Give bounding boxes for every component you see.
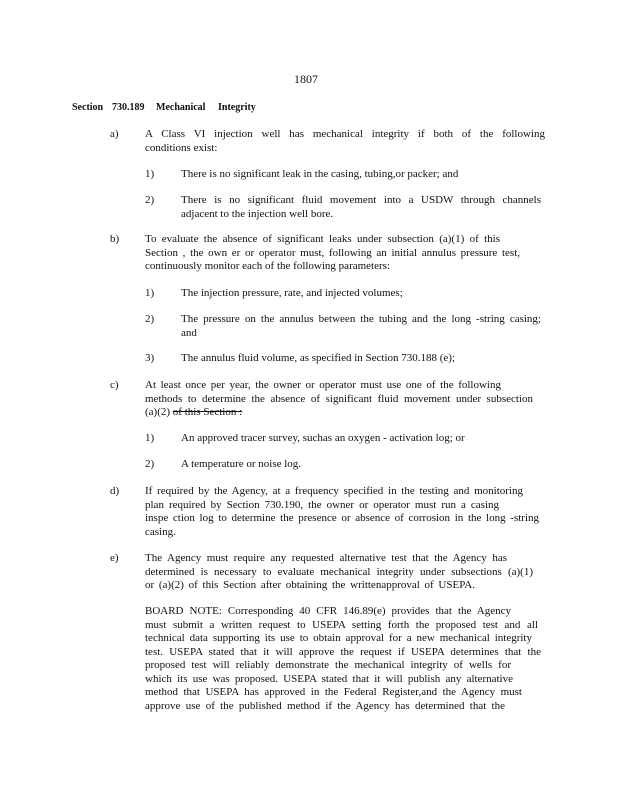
item-a1-text	[181, 168, 489, 182]
item-c-marker: c)	[110, 379, 119, 391]
item-e-text	[145, 552, 533, 593]
item-b3-text	[181, 352, 479, 366]
text-line: proposed test will reliably demonstrate the mechanical integrity of wells for	[145, 659, 511, 671]
text-line: conditions exist:	[145, 141, 218, 154]
text-line: The annulus fluid volume, as specified in Section 730.188 (e);	[181, 352, 456, 364]
section-number: 730.189	[112, 102, 145, 113]
text-line: inspe ction log to determine the presence or absence of corrosion in the long -string	[145, 512, 539, 524]
item-a-text	[145, 128, 545, 155]
item-b1-marker: 1)	[145, 287, 155, 299]
text-line: casing.	[145, 525, 176, 538]
item-e-marker: e)	[110, 552, 119, 564]
text-line: or (a)(2) of this Section after obtaining the writtenapproval of USEPA.	[145, 579, 475, 591]
text-line: technical data supporting its use to obtain approval for a new mechanical integrity	[145, 632, 532, 644]
text-line: To evaluate the absence of significant leaks under subsection (a)(1) of this	[145, 233, 500, 245]
item-a-marker: a)	[110, 128, 119, 140]
item-a1-marker: 1)	[145, 168, 155, 180]
item-b-marker: b)	[110, 233, 120, 245]
item-c1-marker: 1)	[145, 432, 155, 444]
text-line: continuously monitor each of the following parameters:	[145, 260, 390, 272]
item-b2-marker: 2)	[145, 313, 155, 325]
text-line: The pressure on the annulus between the tubing and the long -string casing;	[181, 313, 541, 325]
text-line: must submit a written request to USEPA setting forth the proposed test and all	[145, 618, 538, 631]
text-line: If required by the Agency, at a frequency specified in the testing and monitoring	[145, 485, 523, 497]
item-b3-marker: 3)	[145, 352, 155, 364]
board-note	[145, 605, 541, 713]
text-line: A Class VI injection well has mechanical integrity if both of the following	[145, 128, 545, 140]
item-c1-text	[181, 432, 487, 446]
text-line: and	[181, 326, 197, 339]
text-line: A temperature or noise log.	[181, 458, 302, 470]
text-line: method that USEPA has approved in the Federal Register,and the Agency must	[145, 686, 522, 698]
struck-text: of this Section :	[172, 406, 243, 418]
text-line: The injection pressure, rate, and injected volumes;	[181, 287, 403, 299]
section-heading	[72, 102, 256, 113]
text-line: At least once per year, the owner or operator must use one of the following	[145, 379, 501, 391]
text-line: determined is necessary to evaluate mechanical integrity under subsections (a)(1)	[145, 565, 533, 578]
item-c2-text	[181, 458, 311, 472]
subsection-reference: (a)(2)	[145, 406, 171, 418]
item-b1-text	[181, 287, 541, 301]
text-line: test. USEPA stated that it will approve the request if USEPA determines that the	[145, 645, 541, 658]
text-line: BOARD NOTE: Corresponding 40 CFR 146.89(e) provides that the Agency	[145, 605, 511, 617]
section-title-word-2: Integrity	[218, 102, 256, 113]
item-b2-text	[181, 313, 541, 340]
text-line	[145, 406, 533, 420]
section-label: Section	[72, 102, 104, 113]
item-d-marker: d)	[110, 485, 120, 497]
item-a2-marker: 2)	[145, 194, 155, 206]
section-title-word-1: Mechanical	[156, 102, 206, 113]
text-line: plan required by Section 730.190, the owner or operator must run a casing	[145, 498, 499, 511]
text-line: methods to determine the absence of significant fluid movement under subsection	[145, 392, 533, 405]
text-line: There is no significant leak in the casing, tubing,or packer; and	[181, 168, 459, 180]
text-line: The Agency must require any requested alternative test that the Agency has	[145, 552, 507, 564]
text-line: An approved tracer survey, suchas an oxygen - activation log; or	[181, 432, 465, 444]
item-d-text	[145, 485, 539, 539]
item-c-text	[145, 379, 533, 420]
text-line: which its use was proposed. USEPA stated that it will publish any alternative	[145, 672, 513, 685]
item-b-text	[145, 233, 520, 274]
text-line: Section , the own er or operator must, following an initial annulus pressure test,	[145, 246, 520, 259]
text-line: There is no significant fluid movement into a USDW through channels	[181, 194, 541, 206]
text-line: approve use of the published method if the Agency has determined that the	[145, 699, 505, 712]
item-c2-marker: 2)	[145, 458, 155, 470]
text-line: adjacent to the injection well bore.	[181, 207, 334, 220]
item-a2-text	[181, 194, 541, 221]
page-number: 1807	[294, 72, 318, 86]
